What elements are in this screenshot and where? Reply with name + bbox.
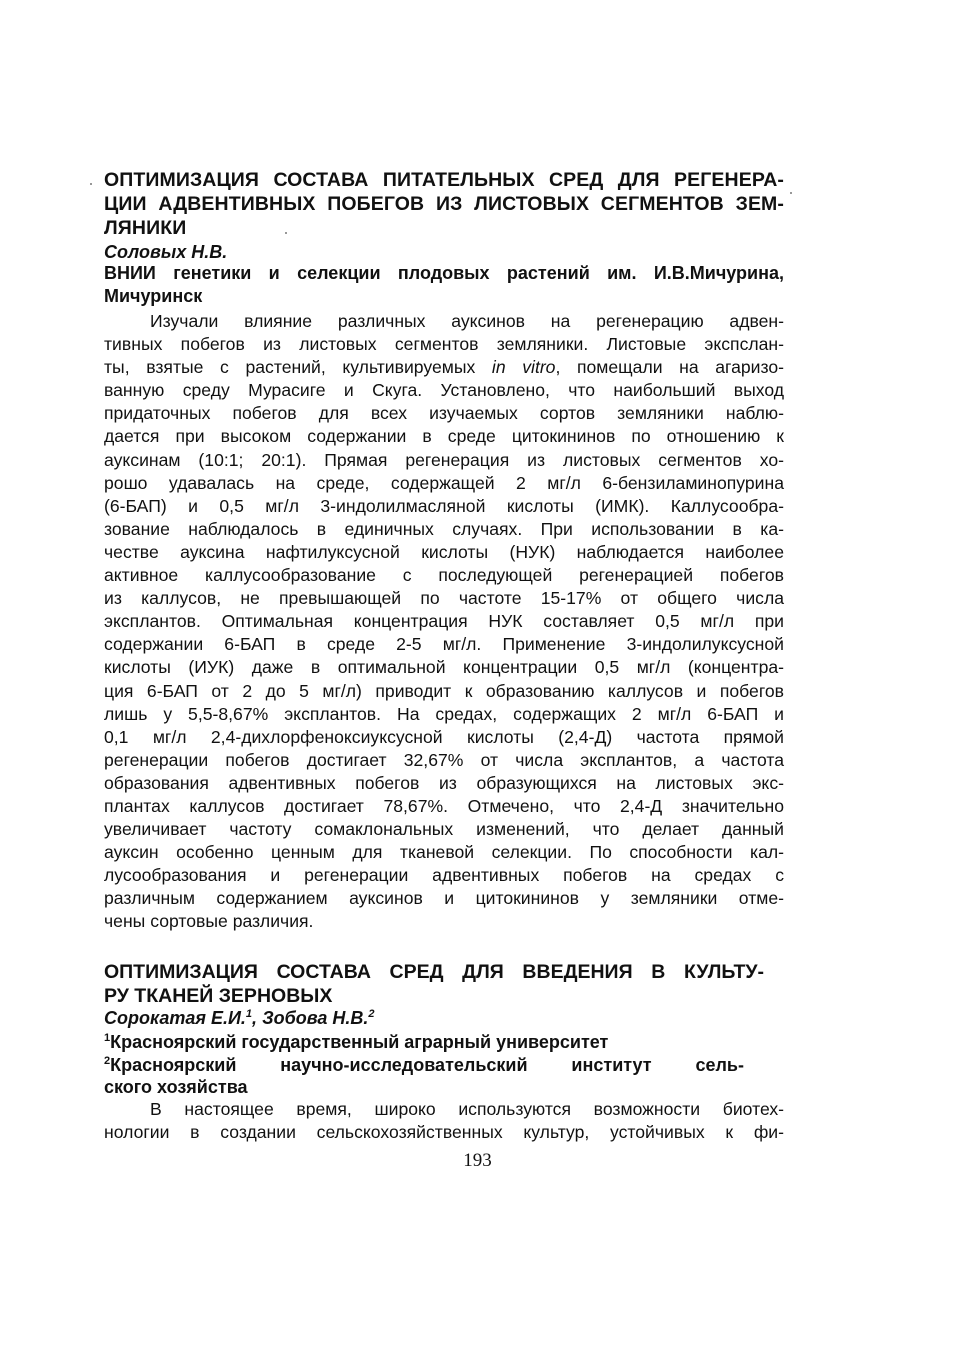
body-line: честве ауксина нафтилуксусной кислоты (НУК) наблюдается наиболее (104, 541, 784, 562)
affiliation-line: Мичуринск (104, 285, 203, 306)
body-text: ты, взятые с растений, культивируемых (104, 357, 492, 378)
affiliation-text: Красноярский государственный аграрный университет (110, 1032, 609, 1052)
affiliation-line: ского хозяйства (104, 1077, 248, 1097)
title-line: ЦИИ АДВЕНТИВНЫХ ПОБЕГОВ ИЗ ЛИСТОВЫХ СЕГМЕНТОВ ЗЕМ- (104, 193, 784, 215)
body-line: эксплантов. Оптимальная концентрация НУК составляет 0,5 мг/л при (104, 611, 784, 632)
body-line: (6-БАП) и 0,5 мг/л 3-индолилмасляной кислоты (ИМК). Каллусообра- (104, 495, 784, 516)
scan-speck (790, 192, 792, 194)
body-line: кислоты (ИУК) даже в оптимальной концентрации 0,5 мг/л (концентра- (104, 657, 784, 678)
author-separator: , (252, 1008, 263, 1028)
body-line: 0,1 мг/л 2,4-дихлорфеноксиуксусной кислоты (2,4-Д) частота прямой (104, 726, 784, 747)
scan-speck (285, 232, 287, 234)
body-line: чены сортовые различия. (104, 911, 314, 932)
body-line (104, 356, 784, 379)
body-line: увеличивает частоту сомаклональных изменений, что делает данный (104, 819, 784, 840)
scan-speck (90, 183, 92, 185)
title-line: ОПТИМИЗАЦИЯ СОСТАВА СРЕД ДЛЯ ВВЕДЕНИЯ В КУЛЬТУ- (104, 961, 764, 983)
article2-affiliations (104, 1031, 744, 1099)
body-line: тивных побегов из листовых сегментов земляники. Листовые экспслан- (104, 334, 784, 355)
page-number: 193 (463, 1150, 492, 1171)
article2-body (104, 1098, 784, 1144)
affiliation-line (104, 1054, 744, 1077)
author-sup: 2 (368, 1008, 375, 1020)
body-line: ауксинам (10:1; 20:1). Прямая регенерация из листовых сегментов хо- (104, 449, 784, 470)
body-line: различным содержанием ауксинов и цитокининов у земляники отме- (104, 888, 784, 909)
italic-term: in vitro (491, 357, 556, 378)
body-line: ванную среду Мурасиге и Скуга. Установлено, что наибольший выход (104, 380, 784, 401)
affiliation-line (104, 1031, 744, 1054)
body-line: образования адвентивных побегов из образующихся на листовых экс- (104, 772, 784, 793)
affiliation-text: Красноярский научно-исследовательский институт сель- (110, 1054, 744, 1075)
body-line: рошо удавалась на среде, содержащей 2 мг/л 6-бензиламинопурина (104, 472, 784, 493)
article2-title (104, 960, 764, 1008)
author-name: Сорокатая Е.И. (104, 1008, 246, 1028)
author-name: Зобова Н.В. (262, 1008, 369, 1028)
title-line: ЛЯНИКИ (104, 217, 187, 239)
body-line: зование наблюдалось в единичных случаях. При использовании в ка- (104, 518, 784, 539)
article1-authors: Соловых Н.В. (104, 242, 228, 262)
body-text: , помещали на агаризо- (555, 357, 785, 378)
body-line: ция 6-БАП от 2 до 5 мг/л) приводит к образованию каллусов и побегов (104, 680, 784, 701)
body-line: содержании 6-БАП в среде 2-5 мг/л. Применение 3-индолилуксусной (104, 634, 784, 655)
body-line: лишь у 5,5-8,67% эксплантов. На средах, содержащих 2 мг/л 6-БАП и (104, 703, 784, 724)
body-line: нологии в создании сельскохозяйственных культур, устойчивых к фи- (104, 1122, 784, 1143)
article1-affiliation (104, 262, 784, 307)
author-sup: 1 (245, 1008, 253, 1020)
body-line: лусообразования и регенерации адвентивных побегов на средах с (104, 865, 784, 886)
body-line: регенерации побегов достигает 32,67% от числа эксплантов, а частота (104, 749, 784, 770)
body-line: Изучали влияние различных ауксинов на регенерацию адвен- (150, 311, 784, 331)
body-line: В настоящее время, широко используются возможности биотех- (150, 1099, 784, 1119)
body-line: плантах каллусов достигает 78,67%. Отмечено, что 2,4-Д значительно (104, 795, 784, 816)
article2-authors (104, 1007, 784, 1029)
affiliation-line: ВНИИ генетики и селекции плодовых растений им. И.В.Мичурина, (104, 263, 784, 283)
body-line: активное каллусообразование с последующей регенерацией побегов (104, 565, 784, 586)
article1-title (104, 168, 784, 240)
body-line: из каллусов, не превышающей по частоте 15-17% от общего числа (104, 588, 784, 609)
title-line: РУ ТКАНЕЙ ЗЕРНОВЫХ (104, 985, 333, 1007)
affiliation-sup: 2 (104, 1054, 111, 1067)
article1-body (104, 310, 784, 934)
body-line: ауксин особенно ценным для тканевой селекции. По способности кал- (104, 842, 784, 863)
body-line: придаточных побегов для всех изучаемых сортов земляники наблю- (104, 403, 784, 424)
body-line: дается при высоком содержании в среде цитокининов по отношению к (104, 426, 784, 447)
affiliation-sup: 1 (104, 1032, 111, 1044)
title-line: ОПТИМИЗАЦИЯ СОСТАВА ПИТАТЕЛЬНЫХ СРЕД ДЛЯ РЕГЕНЕРА- (104, 169, 784, 191)
